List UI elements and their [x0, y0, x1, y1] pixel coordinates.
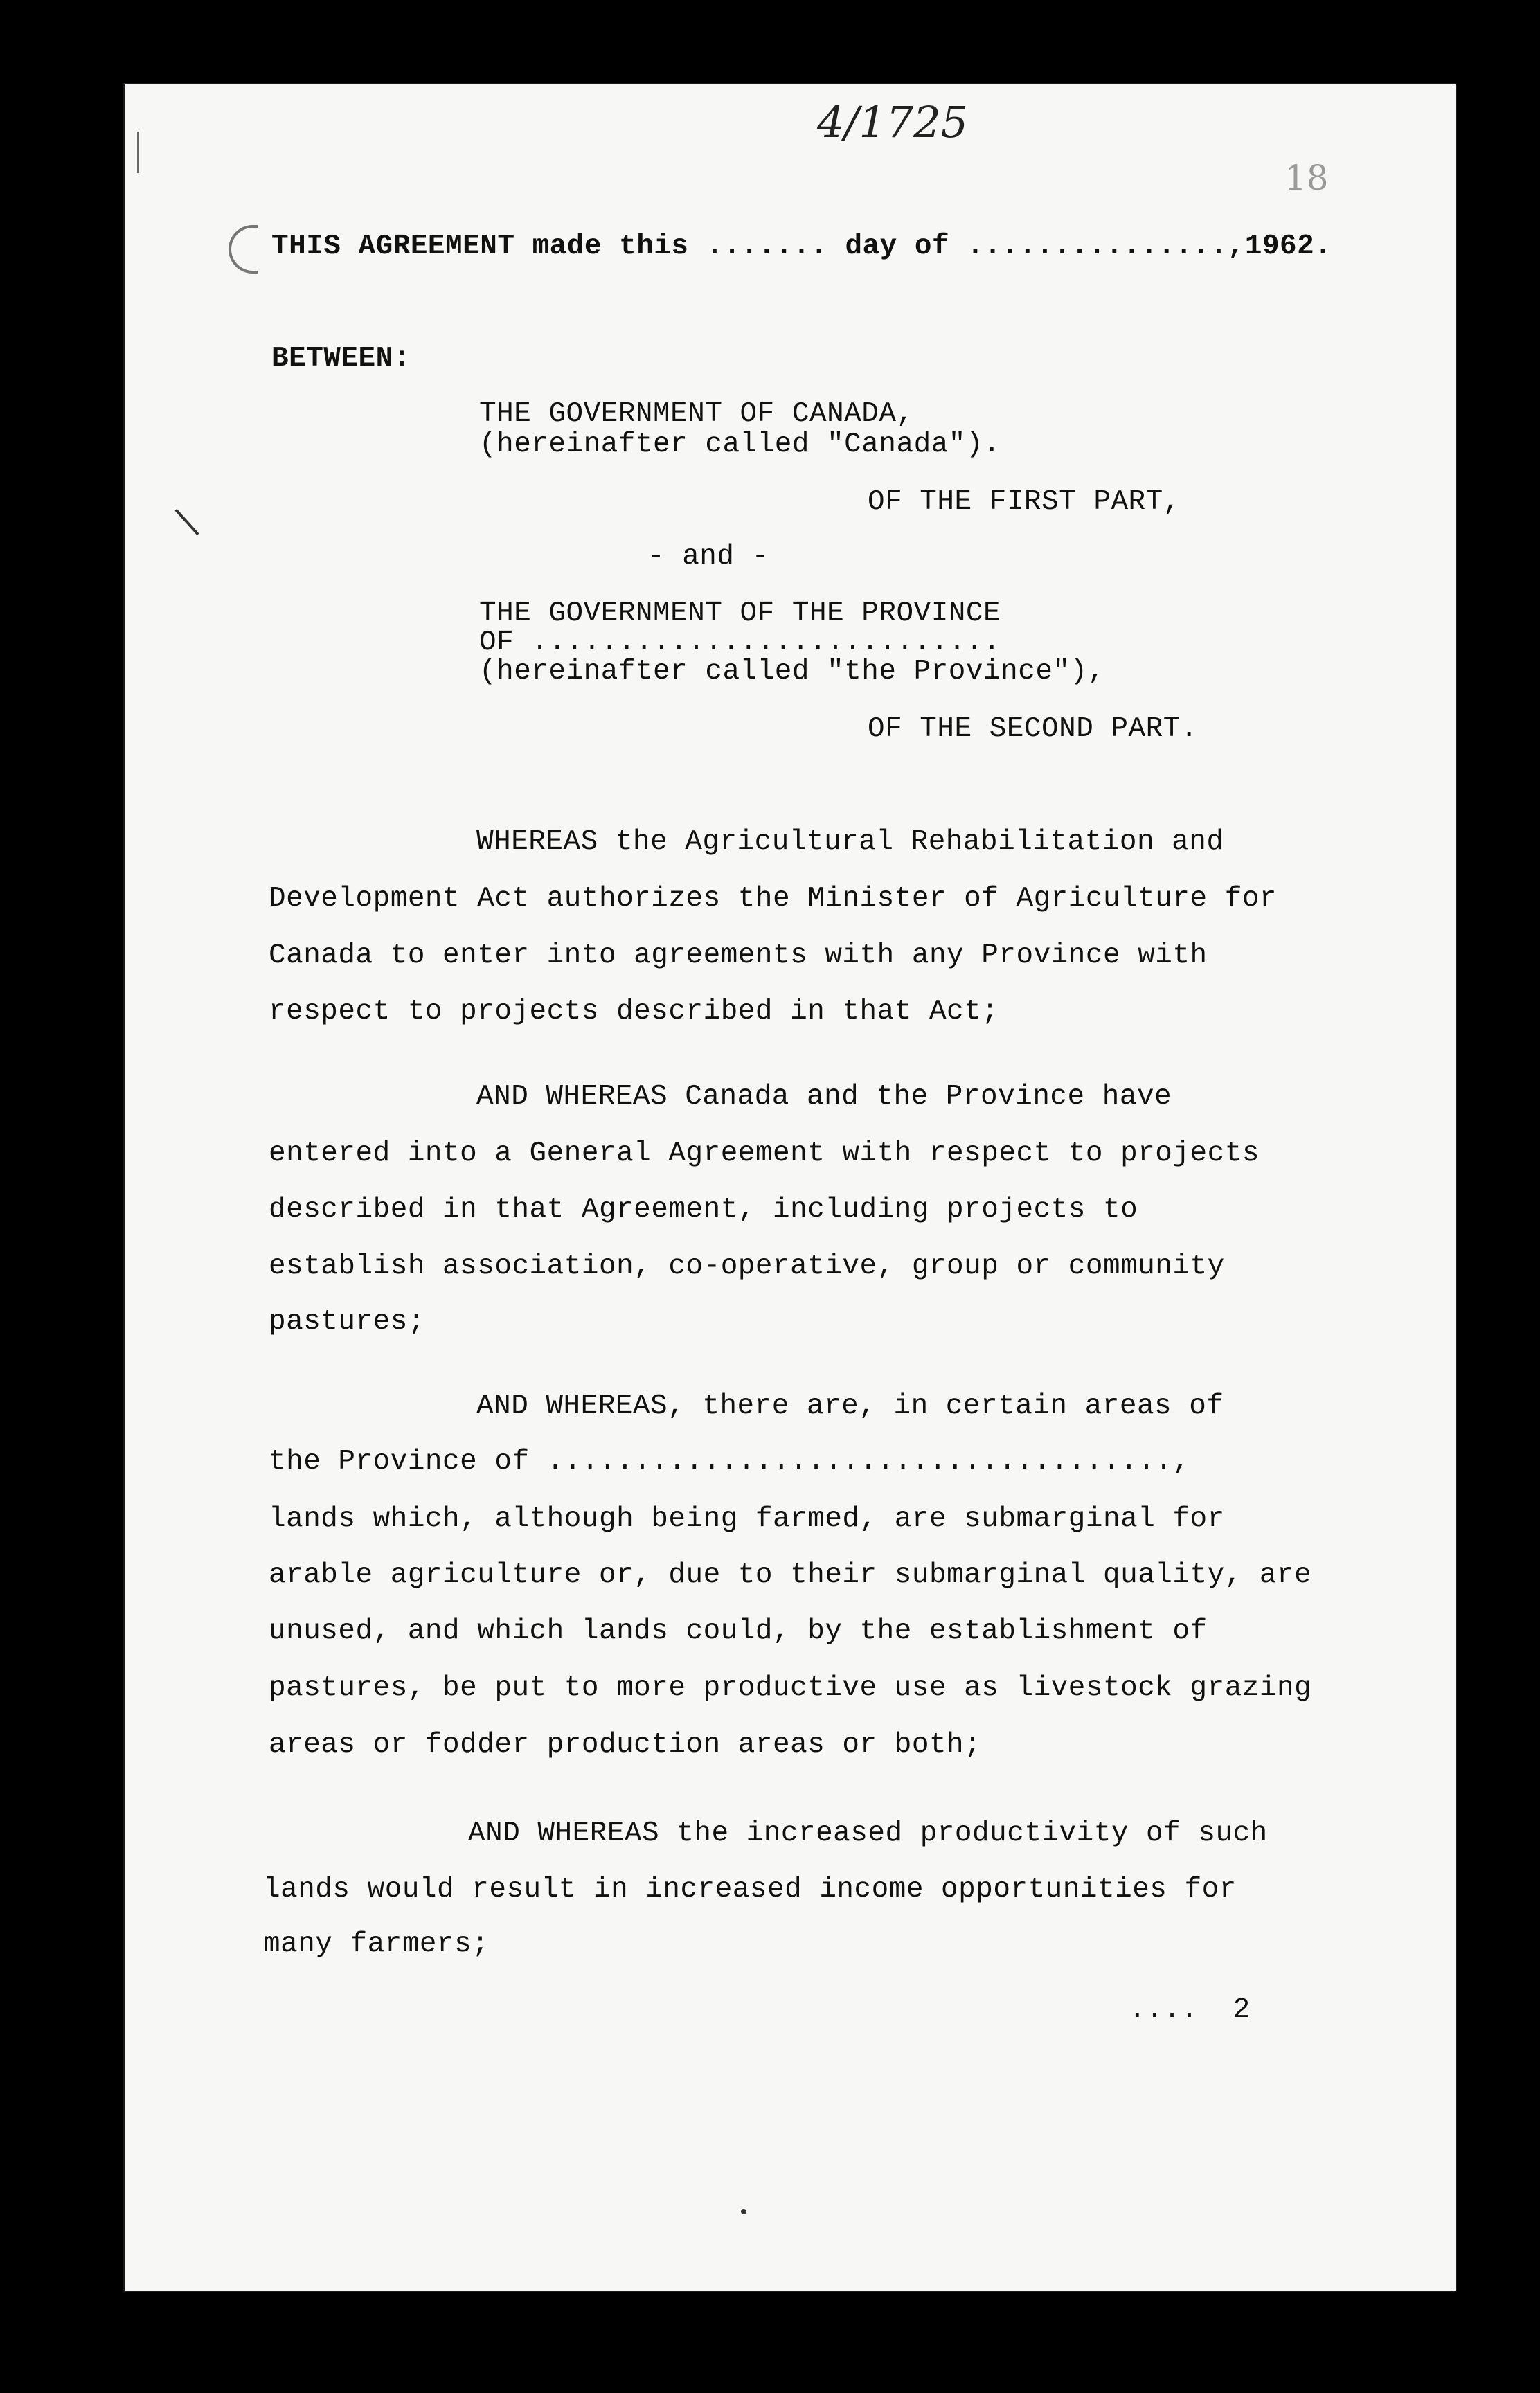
- party2-role: OF THE SECOND PART.: [868, 713, 1198, 745]
- party1-name: THE GOVERNMENT OF CANADA,: [479, 398, 914, 430]
- whereas4-line1: AND WHEREAS the increased productivity of such: [468, 1818, 1268, 1849]
- opening-rest: made this ....... day of ...............,1962.: [514, 231, 1332, 262]
- whereas4-line2: lands would result in increased income opportunities for: [263, 1874, 1237, 1906]
- opening-prefix: THIS AGREEMENT: [271, 231, 515, 262]
- whereas2-line3: described in that Agreement, including projects to: [269, 1194, 1138, 1226]
- whereas3-line6: pastures, be put to more productive use as livestock grazing: [269, 1672, 1312, 1704]
- whereas3-line2: the Province of ....................................,: [269, 1446, 1190, 1478]
- party1-role: OF THE FIRST PART,: [868, 486, 1181, 518]
- whereas3-line7: areas or fodder production areas or both;: [269, 1729, 982, 1761]
- scan-artifact-dot: [741, 2209, 746, 2214]
- opening-line: [271, 231, 1332, 262]
- whereas3-line4: arable agriculture or, due to their submarginal quality, are: [269, 1559, 1312, 1591]
- whereas3-line5: unused, and which lands could, by the establishment of: [269, 1615, 1208, 1647]
- scan-artifact-edge: [137, 132, 139, 173]
- whereas3-line3: lands which, although being farmed, are submarginal for: [269, 1503, 1225, 1535]
- and-separator: - and -: [647, 541, 769, 573]
- whereas1-line3: Canada to enter into agreements with any Province with: [269, 940, 1208, 971]
- whereas2-line4: establish association, co-operative, group or community: [269, 1251, 1225, 1282]
- whereas4-line3: many farmers;: [263, 1928, 490, 1960]
- whereas2-line5: pastures;: [269, 1306, 425, 1338]
- whereas1-line2: Development Act authorizes the Minister of Agriculture for: [269, 883, 1278, 915]
- page-number-stamp: 18: [1284, 158, 1329, 198]
- whereas2-line2: entered into a General Agreement with respect to projects: [269, 1138, 1260, 1169]
- whereas1-line1: WHEREAS the Agricultural Rehabilitation and: [476, 826, 1224, 858]
- whereas3-line1: AND WHEREAS, there are, in certain areas of: [476, 1390, 1224, 1422]
- continuation-marker: .... 2: [1129, 1994, 1251, 2026]
- between-label: BETWEEN:: [271, 343, 411, 375]
- whereas1-line4: respect to projects described in that Act;: [269, 996, 999, 1028]
- party2-alias: (hereinafter called "the Province"),: [479, 656, 1105, 688]
- handwritten-reference: 4/1725: [817, 97, 969, 147]
- party2-province-blank: OF ...........................: [479, 627, 1001, 658]
- whereas2-line1: AND WHEREAS Canada and the Province have: [476, 1081, 1172, 1113]
- party2-name: THE GOVERNMENT OF THE PROVINCE: [479, 598, 1001, 629]
- party1-alias: (hereinafter called "Canada").: [479, 429, 1001, 460]
